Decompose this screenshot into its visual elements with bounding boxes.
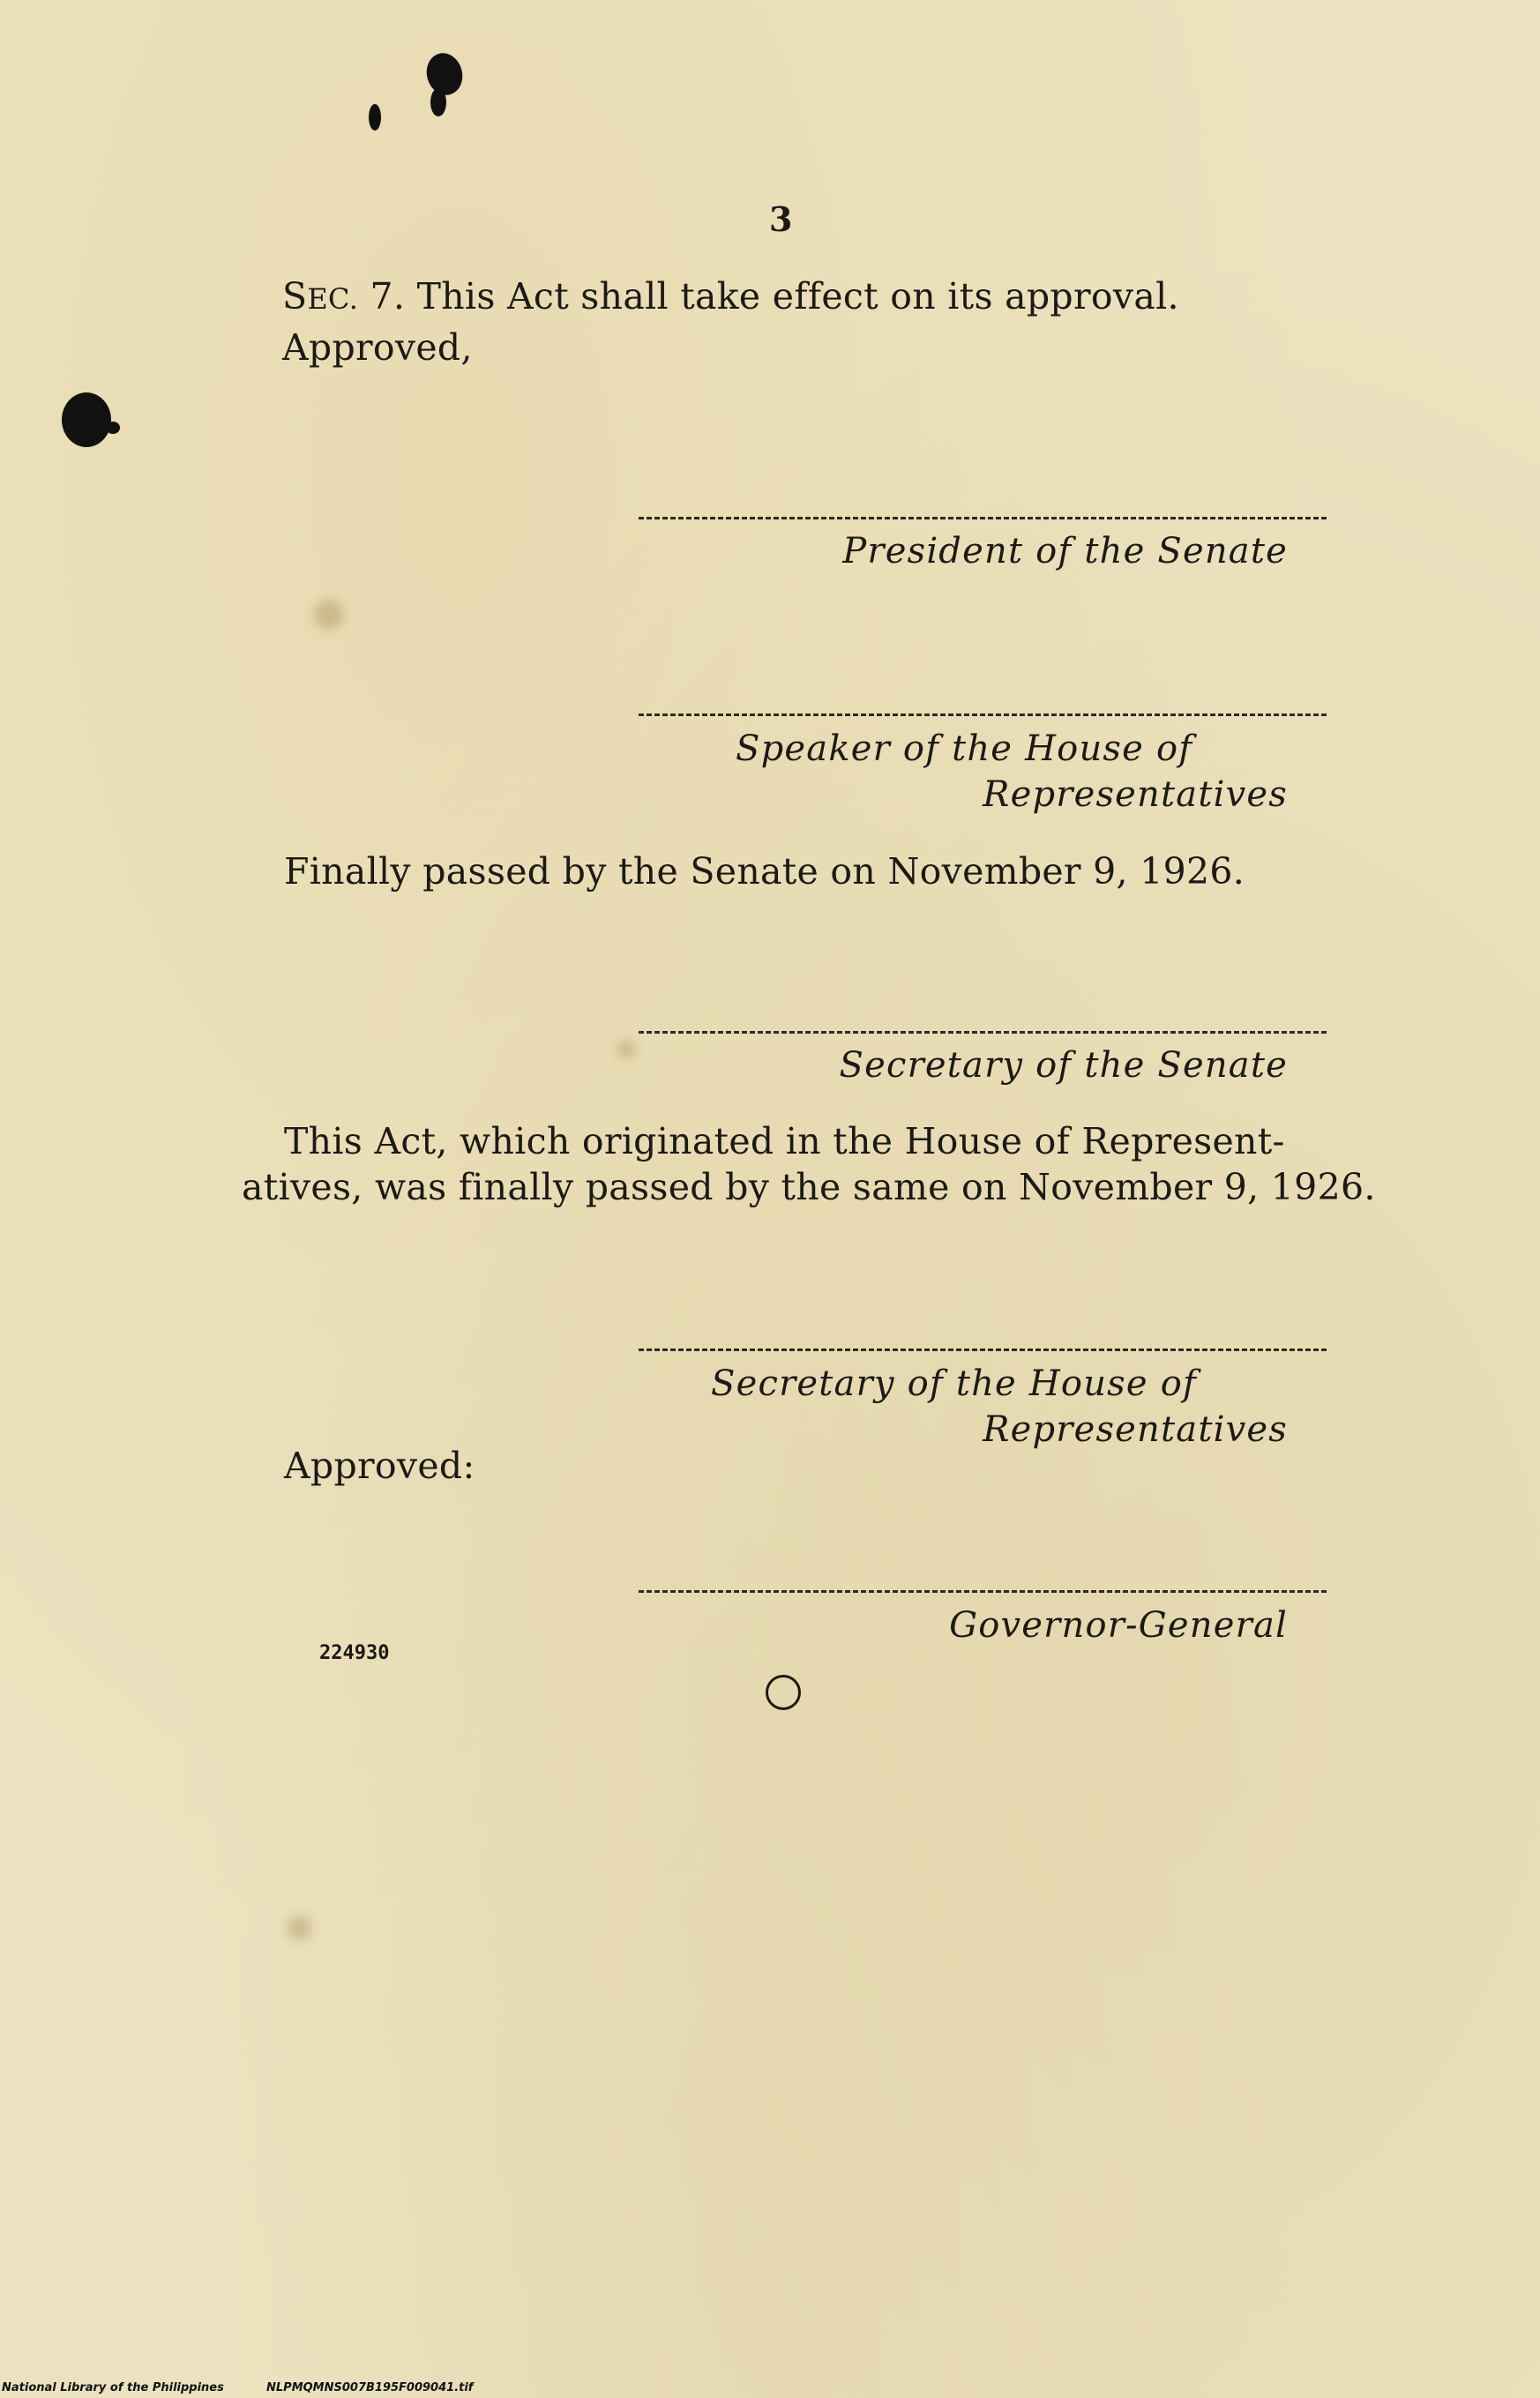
house-passage-line2: atives, was finally passed by the same on November 9, 1926. <box>242 1166 1376 1208</box>
signature-line-speaker <box>639 713 1327 716</box>
paper-smudge <box>617 1041 635 1058</box>
signature-line-governor <box>639 1590 1327 1593</box>
president-senate-title: President of the Senate <box>842 531 1288 571</box>
approved-label-2: Approved: <box>284 1445 475 1487</box>
senate-secretary-title: Secretary of the Senate <box>839 1045 1288 1086</box>
paper-smudge <box>287 1916 311 1940</box>
governor-general-title: Governor-General <box>949 1605 1288 1646</box>
ink-stain <box>430 88 446 116</box>
senate-passage-text: Finally passed by the Senate on November 9, 1926. <box>284 850 1245 893</box>
ink-stain <box>422 49 467 100</box>
footer-library: National Library of the Philippines <box>2 2381 224 2394</box>
ink-stain <box>62 392 111 447</box>
section-number: 7. <box>370 275 406 317</box>
page-number: 3 <box>769 199 793 239</box>
paper-smudge <box>314 600 344 630</box>
house-secretary-title-line2: Representatives <box>983 1409 1288 1450</box>
signature-line-house-secretary <box>639 1348 1327 1351</box>
house-secretary-title-line1: Secretary of the House of <box>711 1363 1197 1404</box>
section-7-text <box>282 275 1179 317</box>
signature-line-president <box>639 517 1327 519</box>
speaker-title-line2: Representatives <box>983 774 1288 815</box>
house-passage-line1: This Act, which originated in the House of Represent- <box>284 1120 1285 1162</box>
section-label-rest: EC. <box>307 282 359 316</box>
section-label-initial: S <box>282 275 308 317</box>
ink-stain <box>106 422 120 434</box>
approved-label-1: Approved, <box>282 326 473 369</box>
punch-hole-circle <box>766 1675 801 1710</box>
section-body: This Act shall take effect on its approval. <box>416 275 1179 317</box>
footer-file-id: NLPMQMNS007B195F009041.tif <box>266 2381 474 2394</box>
ink-stain <box>369 104 381 131</box>
speaker-title-line1: Speaker of the House of <box>736 728 1193 769</box>
signature-line-senate-secretary <box>639 1031 1327 1034</box>
document-number: 224930 <box>319 1642 390 1664</box>
